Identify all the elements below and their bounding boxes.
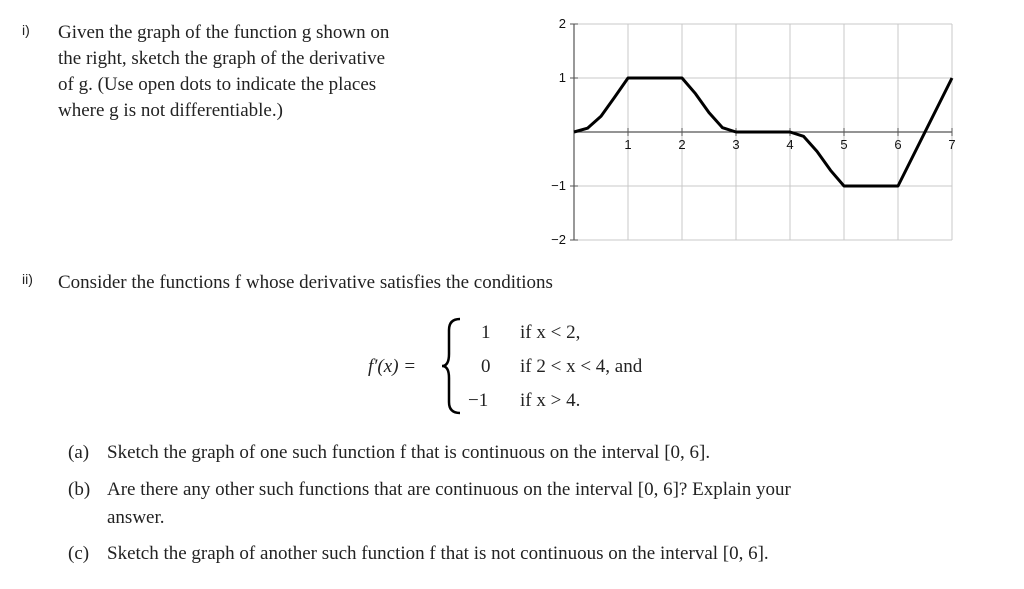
item-b-label: (b) (68, 479, 91, 500)
part-i-line-4: where g is not differentiable.) (58, 100, 283, 121)
case-3-value: −1 (468, 390, 489, 411)
piecewise-lhs: f′(x) = (368, 356, 417, 377)
part-i-text (58, 20, 498, 124)
item-a-label: (a) (68, 442, 90, 463)
y-tick-label: 1 (558, 70, 566, 85)
case-3-condition: if x > 4. (520, 390, 581, 411)
item-b-text: Are there any other such functions that are continuous on the interval [0, 6]? Explain your (107, 479, 791, 500)
part-i-line-2: the right, sketch the graph of the derivative (58, 48, 386, 69)
case-2-value: 0 (481, 356, 491, 377)
x-tick-label: 3 (732, 137, 740, 152)
x-tick-label: 6 (894, 137, 902, 152)
case-1-value: 1 (481, 322, 491, 343)
case-2-condition: if 2 < x < 4, and (520, 356, 643, 377)
left-brace (440, 316, 464, 416)
x-tick-label: 7 (948, 137, 956, 152)
g-graph (540, 12, 970, 257)
case-1-condition: if x < 2, (520, 322, 581, 343)
item-a-text: Sketch the graph of one such function f that is continuous on the interval [0, 6]. (107, 442, 711, 463)
x-tick-label: 2 (678, 137, 686, 152)
x-tick-label: 1 (624, 137, 632, 152)
part-ii-label: ii) (22, 271, 33, 287)
part-i-line-3: of g. (Use open dots to indicate the places (58, 74, 377, 95)
part-i-label: i) (22, 22, 30, 38)
x-tick-label: 4 (786, 137, 794, 152)
y-tick-label: −1 (551, 178, 566, 193)
part-ii-intro: Consider the functions f whose derivative satisfies the conditions (58, 272, 553, 293)
item-b-text-cont: answer. (107, 507, 165, 528)
x-tick-label: 5 (840, 137, 848, 152)
y-tick-label: −2 (551, 232, 566, 247)
item-c-label: (c) (68, 543, 90, 564)
item-c-text: Sketch the graph of another such function f that is not continuous on the interval [0, 6]. (107, 543, 769, 564)
part-i-line-1: Given the graph of the function g shown on (58, 22, 390, 43)
y-tick-label: 2 (558, 16, 566, 31)
